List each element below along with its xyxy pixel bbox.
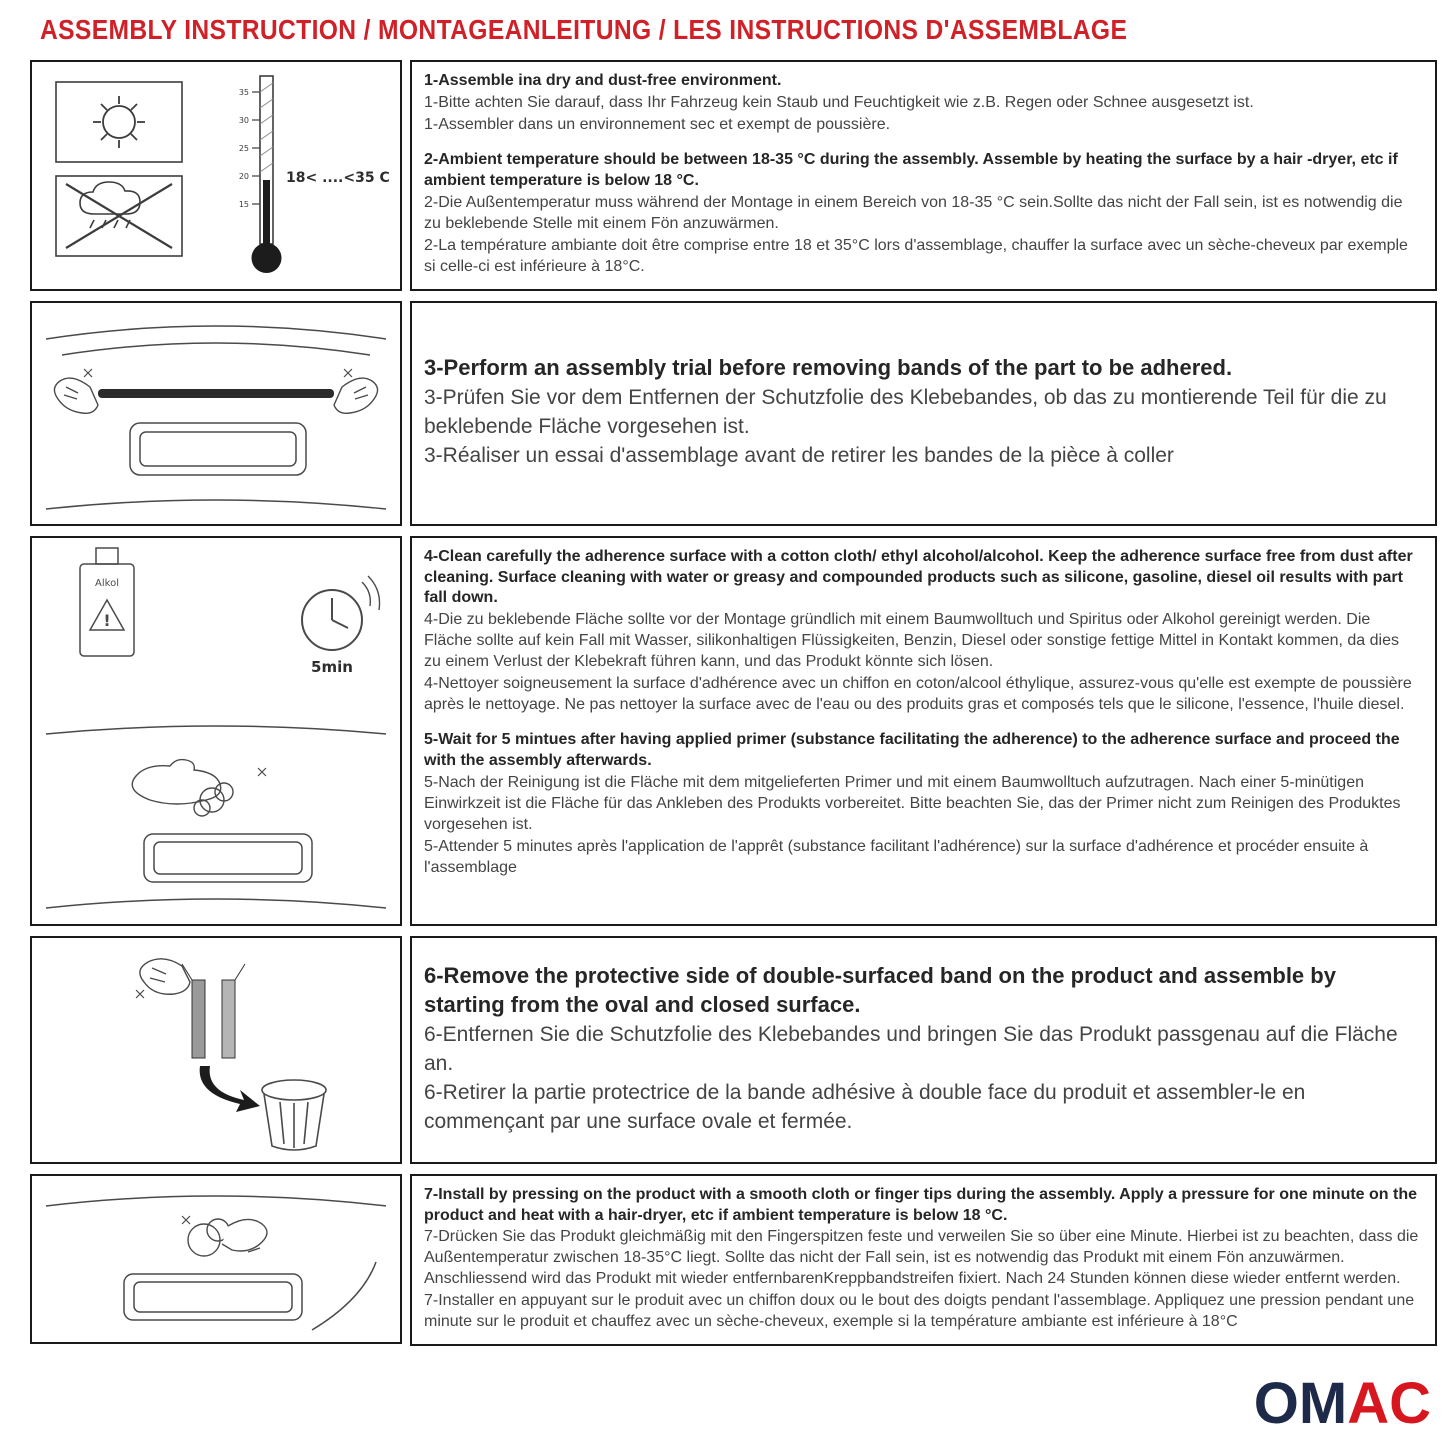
no-rain-icon — [66, 182, 172, 248]
instruction-4-en: 4-Clean carefully the adherence surface with a cotton cloth/ ethyl alcohol/alcohol. Keep the adherence surface free from dust after cleaning. Surface cleaning with water or greasy and compounded products such as silicone, gasoline, diesel oil results with part fall down. — [424, 547, 1413, 607]
scale-label: 30 — [238, 116, 249, 126]
alcohol-bottle-icon — [80, 548, 134, 656]
row-installation — [30, 1174, 1437, 1347]
text-installation — [410, 1174, 1437, 1347]
warning-glyph: ! — [103, 610, 111, 630]
instruction-2-fr: 2-La température ambiante doit être comprise entre 18 et 35°C lors d'assemblage, chauffer la surface avec un sèche-cheveux par exemple si celle-ci est inférieure à 18°C. — [424, 236, 1408, 275]
text-band-removal — [410, 936, 1437, 1164]
clock-label: 5min — [311, 657, 353, 676]
text-trial — [410, 301, 1437, 526]
figure-cleaning — [30, 536, 402, 926]
omac-logo-left: OM — [1253, 1371, 1348, 1436]
dry-environment-illustration — [32, 62, 400, 288]
pressing-hand-icon — [188, 1219, 267, 1256]
sun-icon — [93, 96, 145, 148]
scale-label: 25 — [238, 144, 249, 154]
instruction-1-de: 1-Bitte achten Sie darauf, dass Ihr Fahrzeug kein Staub und Feuchtigkeit wie z.B. Regen oder Schnee ausgesetzt ist. — [424, 93, 1254, 111]
instruction-2-de: 2-Die Außentemperatur muss während der Montage in einem Bereich von 18-35 °C sein.Sollte das nicht der Fall sein, ist es notwendig die zu beklebende Stelle mit einem Fön anzuwärmen. — [424, 193, 1403, 232]
instruction-7-fr: 7-Installer en appuyant sur le produit avec un chiffon doux ou le bout des doigts pendant l'assemblage. Appliquez une pression pendant une minute sur le produit et chauffez avec un sèche-cheveux, exemple si la température ambiante est inférieure à 18°C — [424, 1292, 1415, 1331]
instruction-3-fr: 3-Réaliser un essai d'assemblage avant de retirer les bandes de la pièce à coller — [424, 444, 1174, 468]
alcohol-label: Alkol — [95, 577, 119, 589]
figure-trial — [30, 301, 402, 526]
wiping-hand-icon — [132, 759, 233, 815]
instruction-2-en: 2-Ambient temperature should be between 18-35 °C during the assembly. Assemble by heating the surface by a hair -dryer, etc if ambient temperature is below 18 °C. — [424, 150, 1398, 189]
scale-label: 15 — [238, 200, 249, 210]
instruction-6-fr: 6-Retirer la partie protectrice de la bande adhésive à double face du produit et assembler-le en commençant par une surface ovale et fermée. — [424, 1081, 1306, 1134]
instruction-7-de: 7-Drücken Sie das Produkt gleichmäßig mit den Fingerspitzen feste und verweilen Sie so über eine Minute. Hierbei ist zu beachten, dass die Außentemperatur zwischen 18-35°C liegt. Sollte das nicht der Fall sein, ist es notwendig das Produkt mit einem Fön anzuwärmen. Anschliessend wird das Produkt mit wieder entfernbarenKreppbandstreifen fixiert. Nach 24 Stunden können diese wieder entfernt werden. — [424, 1228, 1419, 1288]
text-environment — [410, 60, 1437, 291]
row-band-removal — [30, 936, 1437, 1164]
figure-installation — [30, 1174, 402, 1344]
row-environment — [30, 60, 1437, 291]
trash-can-icon — [262, 1080, 326, 1150]
assembly-trial-illustration — [32, 303, 400, 524]
row-cleaning — [30, 536, 1437, 926]
left-hand-icon — [54, 378, 98, 413]
figure-environment — [30, 60, 402, 291]
trim-strip — [98, 389, 334, 398]
omac-logo-right: AC — [1347, 1371, 1431, 1436]
figure-band-removal — [30, 936, 402, 1164]
cleaning-illustration — [32, 538, 400, 924]
instruction-5-en: 5-Wait for 5 mintues after having applied primer (substance facilitating the adherence) to the adherence surface and proceed the with the assembly afterwards. — [424, 731, 1400, 770]
temperature-range-label: 18< ....<35 C — [286, 170, 390, 187]
sparkle-marks — [136, 990, 144, 998]
plate-recess — [130, 423, 306, 475]
instruction-6-en: 6-Remove the protective side of double-surfaced band on the product and assemble by starting from the oval and closed surface. — [424, 962, 1336, 1018]
sparkle-marks — [182, 1216, 190, 1224]
adhesive-strips-icon — [182, 964, 245, 1058]
instruction-3-en: 3-Perform an assembly trial before removing bands of the part to be adhered. — [424, 355, 1233, 381]
row-trial — [30, 301, 1437, 526]
car-panel-lines — [46, 1196, 386, 1330]
sparkle-marks — [84, 369, 352, 377]
text-cleaning — [410, 536, 1437, 926]
instruction-7-en: 7-Install by pressing on the product with a smooth cloth or finger tips during the assembly. Apply a pressure for one minute on the product and heat with a hair-dryer, etc if ambient temperature is below 18 °C. — [424, 1185, 1417, 1224]
arrow-down-icon — [200, 1066, 260, 1112]
thermometer-icon — [239, 76, 282, 273]
band-removal-illustration — [32, 938, 400, 1162]
instruction-4-de: 4-Die zu beklebende Fläche sollte vor der Montage gründlich mit einem Baumwolltuch und Spiritus oder Alkohol gereinigt werden. Die Fläche sollte auf kein Fall mit Wasser, silikonhaltigen Flüssigkeiten, Benzin, Diesel oder sonstige fettige Mittel in Kontakt kommen, da dies zu einem Verlust der Klebekraft führen kann, und das Produkt könnte sich lösen. — [424, 611, 1399, 671]
clock-icon — [302, 576, 380, 650]
instruction-4-fr: 4-Nettoyer soigneusement la surface d'adhérence avec un chiffon en coton/alcool éthylique, assurez-vous qu'elle est exempte de poussière après le nettoyage. Ne pas nettoyer la surface avec de l'eau ou des produits gras et composés tels que le silicone, l'essence, l'huile diesel. — [424, 675, 1412, 714]
pressing-illustration — [32, 1178, 400, 1340]
page-title: ASSEMBLY INSTRUCTION / MONTAGEANLEITUNG / LES INSTRUCTIONS D'ASSEMBLAGE — [40, 14, 1128, 45]
car-panel-lines — [46, 726, 386, 908]
right-hand-icon — [334, 378, 378, 413]
instruction-5-de: 5-Nach der Reinigung ist die Fläche mit dem mitgelieferten Primer und mit einem Baumwolltuch aufzutragen. Nach einer 5-minütigen Einwirkzeit ist die Fläche für das Ankleben des Produkts vorbereitet. Bitte beachten Sie, das der Primer nicht zum Reinigen des Produktes vorgesehen ist. — [424, 774, 1401, 834]
sparkle-marks — [258, 768, 266, 776]
instruction-3-de: 3-Prüfen Sie vor dem Entfernen der Schutzfolie des Klebebandes, ob das zu montierende Teil für die zu beklebende Fläche vorgesehen ist. — [424, 386, 1387, 438]
instruction-1-en: 1-Assemble ina dry and dust-free environment. — [424, 72, 782, 89]
scale-label: 20 — [238, 172, 249, 182]
instruction-6-de: 6-Entfernen Sie die Schutzfolie des Klebebandes und bringen Sie das Produkt passgenau auf die Fläche an. — [424, 1023, 1398, 1075]
omac-logo — [1253, 1371, 1431, 1436]
instruction-1-fr: 1-Assembler dans un environnement sec et exempt de poussière. — [424, 115, 891, 133]
scale-label: 35 — [238, 88, 249, 98]
instruction-5-fr: 5-Attender 5 minutes après l'application de l'apprêt (substance facilitant l'adhérence) sur la surface d'adhérence et procéder ensuite à l'assemblage — [424, 837, 1369, 876]
